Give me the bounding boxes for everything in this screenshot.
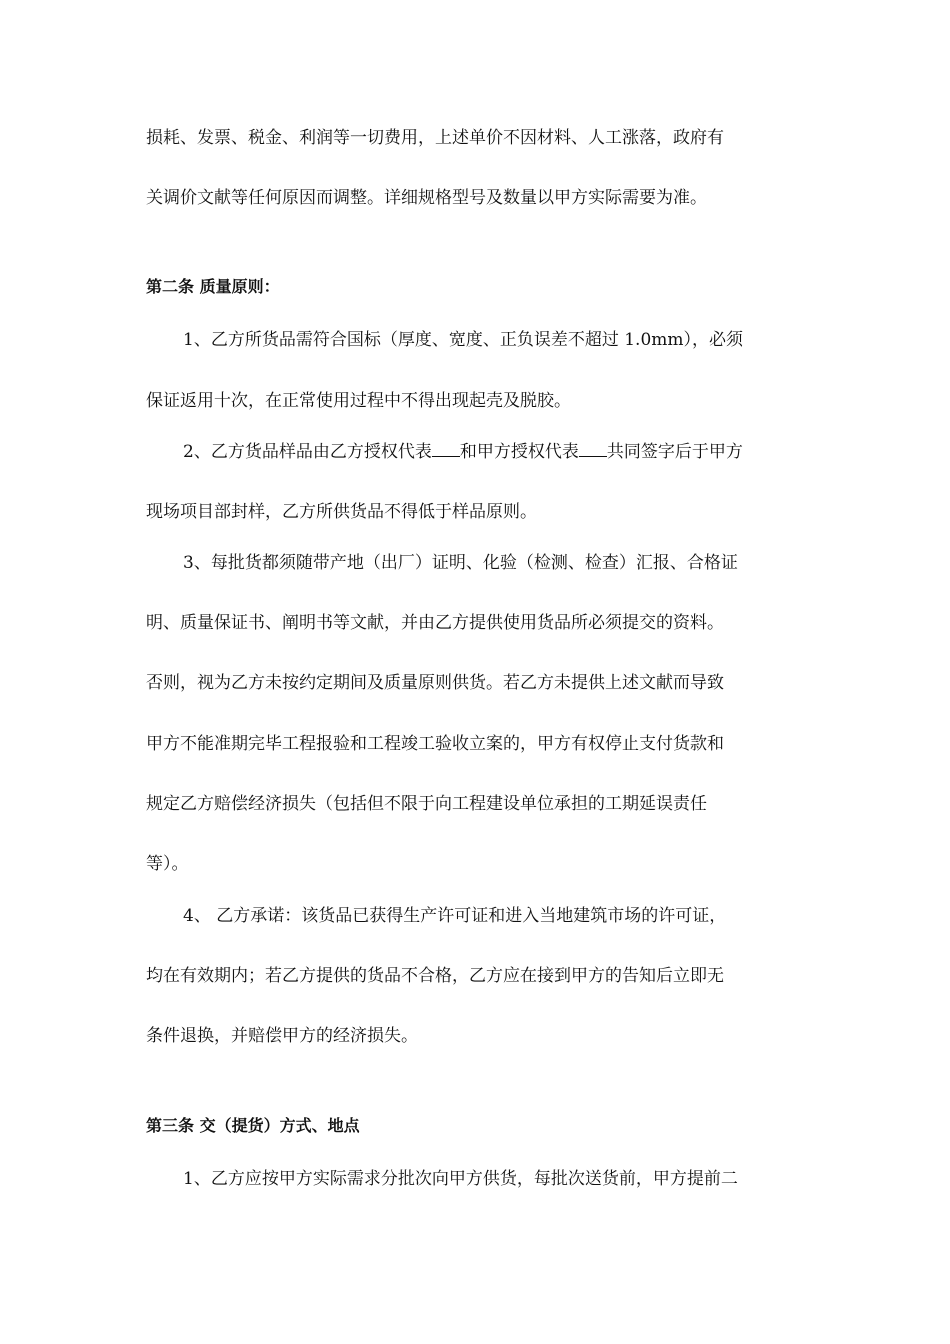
section-heading-3: 第三条 交（提货）方式、地点 bbox=[146, 1116, 360, 1135]
text-segment: 和甲方授权代表 bbox=[459, 442, 579, 462]
signature-blank bbox=[579, 442, 607, 457]
paragraph-line: 1、乙方所货品需符合国标（厚度、宽度、正负误差不超过 1.0mm），必须 bbox=[183, 330, 743, 350]
paragraph-line: 均在有效期内；若乙方提供的货品不合格，乙方应在接到甲方的告知后立即无 bbox=[146, 966, 724, 986]
paragraph-line: 甲方不能准期完毕工程报验和工程竣工验收立案的，甲方有权停止支付货款和 bbox=[146, 734, 724, 754]
paragraph-line: 条件退换，并赔偿甲方的经济损失。 bbox=[146, 1026, 418, 1046]
section-heading-2: 第二条 质量原则： bbox=[146, 277, 280, 296]
paragraph-line: 规定乙方赔偿经济损失（包括但不限于向工程建设单位承担的工期延误责任 bbox=[146, 794, 707, 814]
text-segment: 2、乙方货品样品由乙方授权代表 bbox=[183, 442, 432, 462]
paragraph-line: 关调价文献等任何原因而调整。详细规格型号及数量以甲方实际需要为准。 bbox=[146, 188, 707, 208]
paragraph-line: 否则，视为乙方未按约定期间及质量原则供货。若乙方未提供上述文献而导致 bbox=[146, 673, 724, 693]
paragraph-line: 3、每批货都须随带产地（出厂）证明、化验（检测、检查）汇报、合格证 bbox=[183, 553, 738, 573]
signature-blank bbox=[432, 442, 460, 457]
paragraph-line: 4、 乙方承诺：该货品已获得生产许可证和进入当地建筑市场的许可证， bbox=[183, 906, 727, 926]
text-segment: 共同签字后于甲方 bbox=[606, 442, 743, 462]
paragraph-line: 损耗、发票、税金、利润等一切费用，上述单价不因材料、人工涨落，政府有 bbox=[146, 128, 724, 148]
paragraph-line-with-blanks bbox=[183, 440, 816, 464]
paragraph-line: 现场项目部封样，乙方所供货品不得低于样品原则。 bbox=[146, 502, 537, 522]
paragraph-line: 1、乙方应按甲方实际需求分批次向甲方供货，每批次送货前，甲方提前二 bbox=[183, 1169, 738, 1189]
paragraph-line: 等）。 bbox=[146, 854, 189, 874]
paragraph-line: 明、质量保证书、阐明书等文献，并由乙方提供使用货品所必须提交的资料。 bbox=[146, 613, 724, 633]
paragraph-line: 保证返用十次，在正常使用过程中不得出现起壳及脱胶。 bbox=[146, 391, 571, 411]
